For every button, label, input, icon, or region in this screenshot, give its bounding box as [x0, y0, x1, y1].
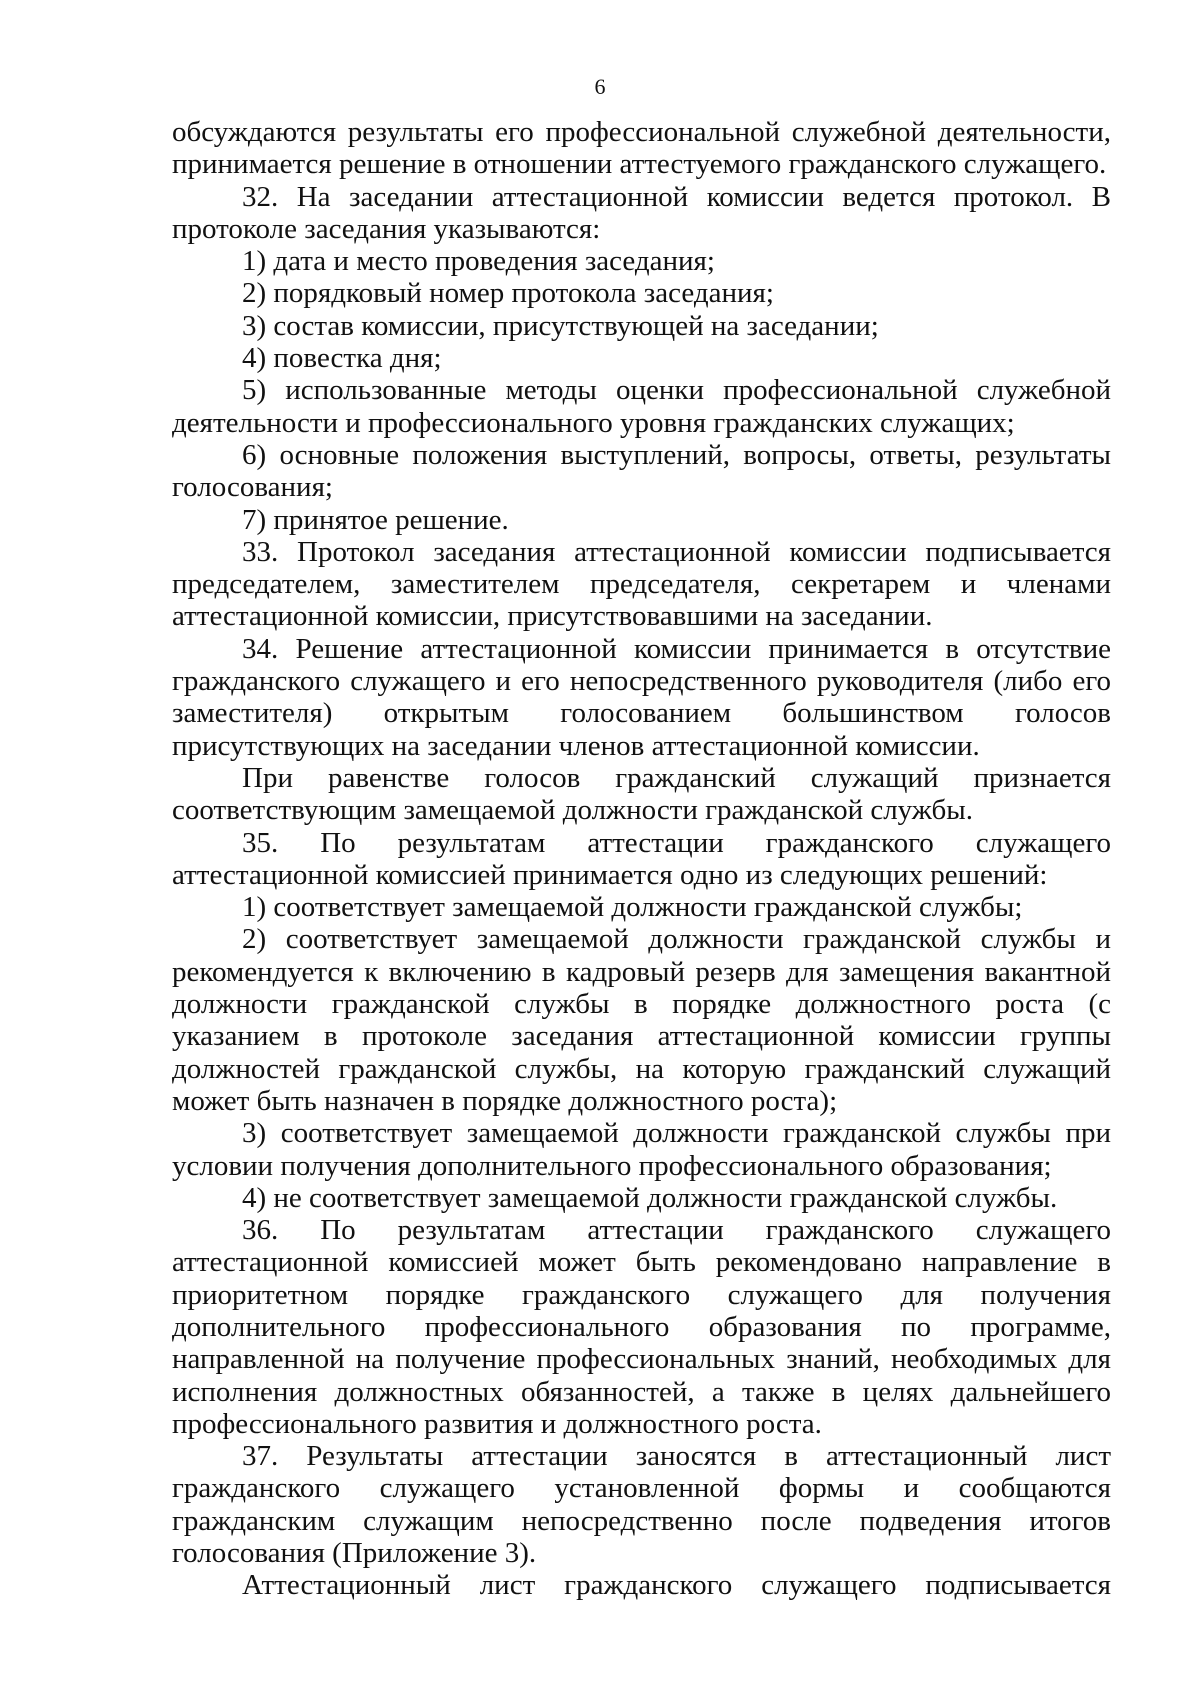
paragraph: 6) основные положения выступлений, вопросы, ответы, результаты голосования;	[172, 438, 1111, 504]
paragraph: 32. На заседании аттестационной комиссии ведется протокол. В протоколе заседания указываются:	[172, 180, 1111, 245]
paragraph: 37. Результаты аттестации заносятся в аттестационный лист гражданского служащего установленной формы и сообщаются гражданским служащим непосредственно после подведения итогов голосования (Приложение 3).	[172, 1440, 1111, 1570]
paragraph: 34. Решение аттестационной комиссии принимается в отсутствие гражданского служащего и его непосредственного руководителя (либо его заместителя) открытым голосованием большинством голосов присутствующих на заседании членов аттестационной комиссии.	[172, 632, 1111, 762]
paragraph: 1) дата и место проведения заседания;	[242, 245, 715, 278]
paragraph: 1) соответствует замещаемой должности гражданской службы;	[242, 891, 1023, 924]
paragraph: 7) принятое решение.	[242, 503, 509, 536]
paragraph: 4) не соответствует замещаемой должности гражданской службы.	[242, 1181, 1058, 1214]
paragraph: 2) соответствует замещаемой должности гражданской службы и рекомендуется к включению в кадровый резерв для замещения вакантной должности гражданской службы в порядке должностного роста (с указанием в протоколе заседания аттестационной комиссии группы должностей гражданской службы, на которую гражданский служащий может быть назначен в порядке должностного роста);	[172, 923, 1111, 1117]
paragraph: При равенстве голосов гражданский служащий признается соответствующим замещаемой должности гражданской службы.	[172, 761, 1111, 827]
paragraph: 36. По результатам аттестации гражданского служащего аттестационной комиссией может быть рекомендовано направление в приоритетном порядке гражданского служащего для получения дополнительного профессионального образования по программе, направленной на получение профессиональных знаний, необходимых для исполнения должностных обязанностей, а также в целях дальнейшего профессионального развития и должностного роста.	[172, 1214, 1111, 1440]
paragraph: 5) использованные методы оценки профессиональной служебной деятельности и профессионального уровня гражданских служащих;	[172, 374, 1111, 439]
paragraph: 35. По результатам аттестации гражданского служащего аттестационной комиссией принимается одно из следующих решений:	[172, 826, 1111, 891]
paragraph: 3) соответствует замещаемой должности гражданской службы при условии получения дополнительного профессионального образования;	[172, 1117, 1111, 1182]
paragraph: 3) состав комиссии, присутствующей на заседании;	[242, 309, 879, 342]
document-body	[172, 116, 1111, 1602]
paragraph: 2) порядковый номер протокола заседания;	[242, 277, 774, 310]
page-number: 6	[594, 74, 606, 99]
paragraph: обсуждаются результаты его профессиональной служебной деятельности, принимается решение в отношении аттестуемого гражданского служащего.	[172, 116, 1111, 181]
paragraph: 33. Протокол заседания аттестационной комиссии подписывается председателем, заместителем председателя, секретарем и членами аттестационной комиссии, присутствовавшими на заседании.	[172, 535, 1111, 633]
paragraph: 4) повестка дня;	[242, 342, 442, 375]
paragraph: Аттестационный лист гражданского служащего подписывается	[242, 1569, 1111, 1602]
